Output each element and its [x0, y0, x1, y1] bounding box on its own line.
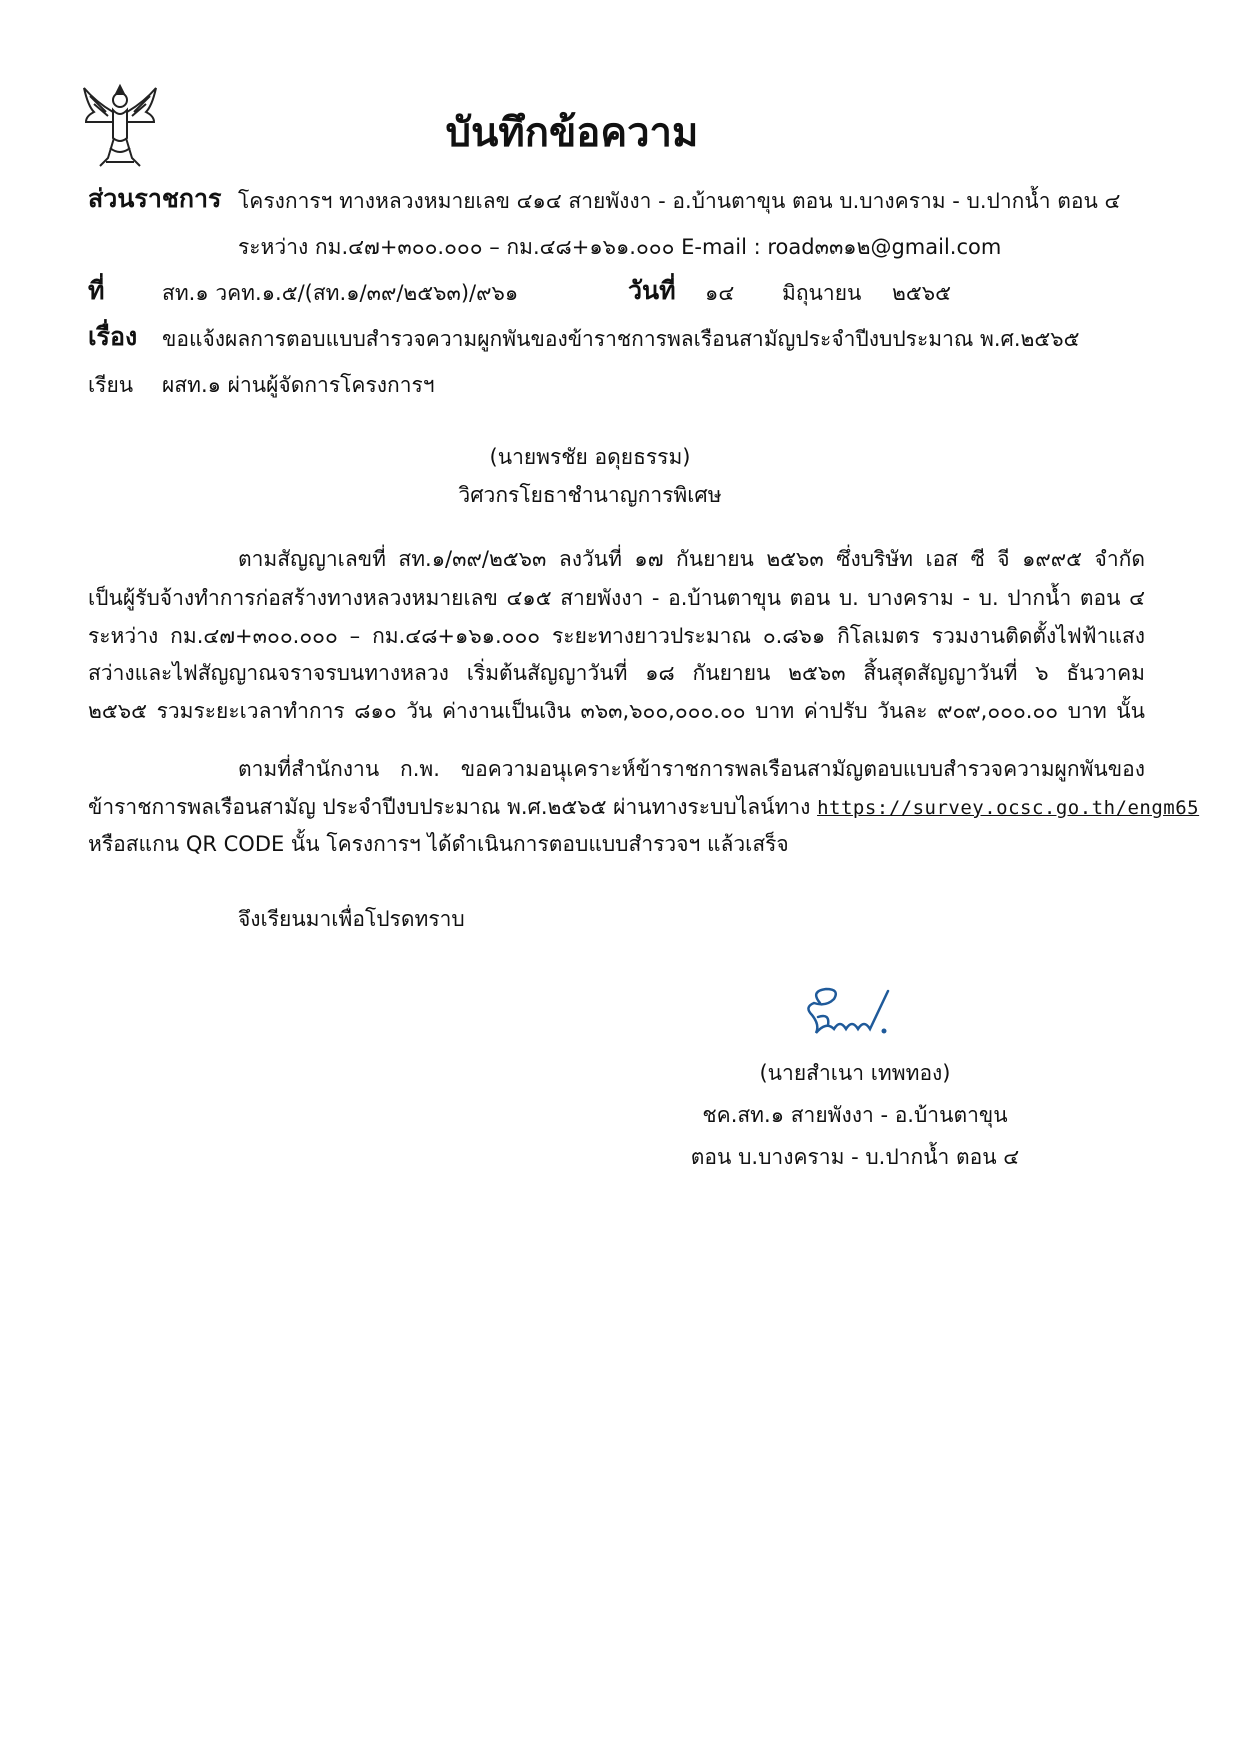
signatory-position-line-1: ชค.สท.๑ สายพังงา - อ.บ้านตาขุน — [702, 1103, 1008, 1127]
paragraph-1-line: ๒๕๖๕ รวมระยะเวลาทำการ ๘๑๐ วัน ค่างานเป็นเงิน ๓๖๓,๖๐๐,๐๐๐.๐๐ บาท ค่าปรับ วันละ ๙๐๙,๐๐๐.๐๐ บาท นั้น — [88, 699, 1145, 723]
paragraph-2-line — [88, 792, 1200, 823]
paragraph-1-line: ตามสัญญาเลขที่ สท.๑/๓๙/๒๕๖๓ ลงวันที่ ๑๗ กันยายน ๒๕๖๓ ซึ่งบริษัท เอส ซี จี ๑๙๙๕ จำกัด — [238, 547, 1145, 571]
subject-label: เรื่อง — [88, 322, 138, 351]
paragraph-1-line: ระหว่าง กม.๔๗+๓๐๐.๐๐๐ – กม.๔๘+๑๖๑.๐๐๐ ระยะทางยาวประมาณ ๐.๘๖๑ กิโลเมตร รวมงานติดตั้งไฟฟ้าแสง — [88, 624, 1145, 648]
date-year: ๒๕๖๕ — [892, 281, 951, 305]
paragraph-1-line: สว่างและไฟสัญญาณจราจรบนทางหลวง เริ่มต้นสัญญาวันที่ ๑๘ กันยายน ๒๕๖๓ สิ้นสุดสัญญาวันที่ ๖ ธันวาคม — [88, 661, 1145, 685]
to-label: เรียน — [88, 373, 134, 397]
via-position: วิศวกรโยธาชำนาญการพิเศษ — [458, 483, 722, 507]
paragraph-2-line: ตามที่สำนักงาน ก.พ. ขอความอนุเคราะห์ข้าราชการพลเรือนสามัญตอบแบบสำรวจความผูกพันของ — [238, 757, 1145, 781]
paragraph-2-text: ข้าราชการพลเรือนสามัญ ประจำปีงบประมาณ พ.ศ.๒๕๖๕ ผ่านทางระบบไลน์ทาง — [88, 795, 818, 819]
subject-text: ขอแจ้งผลการตอบแบบสำรวจความผูกพันของข้าราชการพลเรือนสามัญประจำปีงบประมาณ พ.ศ.๒๕๖๕ — [162, 327, 1080, 351]
document-title: บันทึกข้อความ — [445, 110, 699, 156]
agency-label: ส่วนราชการ — [88, 184, 222, 213]
date-label: วันที่ — [628, 276, 676, 305]
signature-image — [800, 985, 895, 1040]
paragraph-1-line: เป็นผู้รับจ้างทำการก่อสร้างทางหลวงหมายเลข ๔๑๕ สายพังงา - อ.บ้านตาขุน ตอน บ. บางคราม - บ. ปากน้ำ ตอน ๔ — [88, 586, 1145, 610]
closing-text: จึงเรียนมาเพื่อโปรดทราบ — [238, 907, 465, 931]
date-day: ๑๔ — [705, 281, 735, 305]
signatory-position-line-2: ตอน บ.บางคราม - บ.ปากน้ำ ตอน ๔ — [690, 1145, 1020, 1169]
to-text: ผสท.๑ ผ่านผู้จัดการโครงการฯ — [162, 373, 435, 397]
signatory-name: (นายสำเนา เทพทอง) — [759, 1061, 951, 1085]
agency-line-1: โครงการฯ ทางหลวงหมายเลข ๔๑๔ สายพังงา - อ.บ้านตาขุน ตอน บ.บางคราม - บ.ปากน้ำ ตอน ๔ — [238, 189, 1121, 213]
reference-number: สท.๑ วคท.๑.๕/(สท.๑/๓๙/๒๕๖๓)/๙๖๑ — [162, 281, 519, 305]
date-month: มิถุนายน — [782, 281, 862, 305]
paragraph-2-line: หรือสแกน QR CODE นั้น โครงการฯ ได้ดำเนินการตอบแบบสำรวจฯ แล้วเสร็จ — [88, 832, 789, 856]
reference-label: ที่ — [88, 276, 105, 305]
garuda-emblem — [80, 82, 160, 170]
via-name: (นายพรชัย อดุยธรรม) — [489, 445, 691, 469]
agency-line-2: ระหว่าง กม.๔๗+๓๐๐.๐๐๐ – กม.๔๘+๑๖๑.๐๐๐ E-mail : road๓๓๑๒@gmail.com — [238, 235, 1002, 259]
survey-link[interactable]: https://survey.ocsc.go.th/engm65 — [817, 797, 1200, 819]
